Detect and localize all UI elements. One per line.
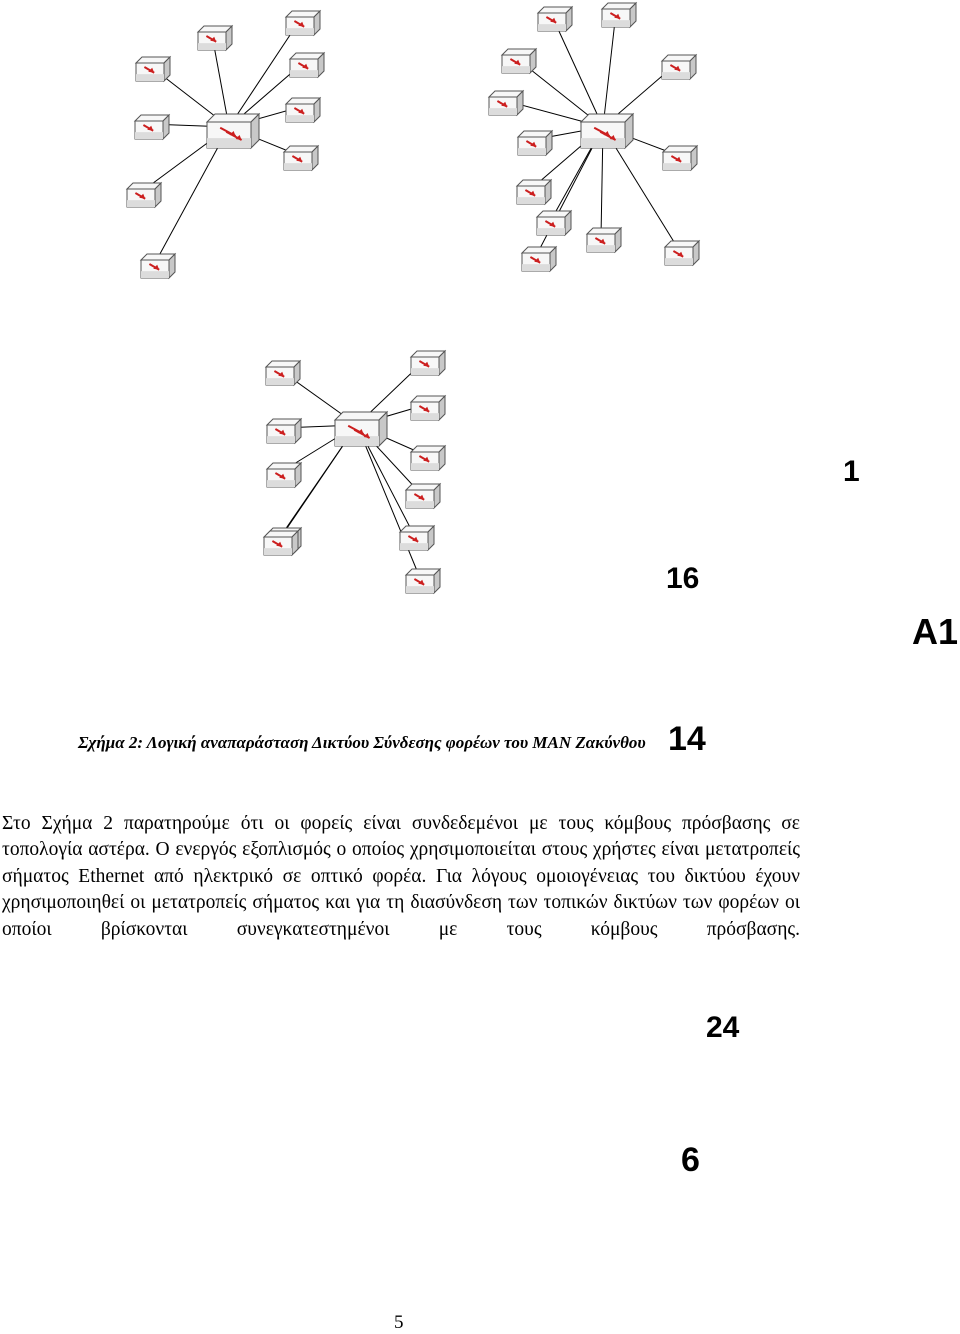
- overlay-label-1: 1: [843, 455, 860, 488]
- switch-icon: [335, 412, 387, 446]
- star-topology-2: [489, 3, 699, 271]
- overlay-label-24: 24: [706, 1011, 740, 1044]
- media-converter-icon: [602, 3, 636, 27]
- media-converter-icon: [489, 91, 523, 115]
- star-topology-1: [127, 11, 324, 278]
- overlay-label-6: 6: [681, 1141, 700, 1179]
- media-converter-icon: [127, 183, 161, 207]
- media-converter-icon: [198, 26, 232, 50]
- media-converter-icon: [266, 361, 300, 385]
- media-converter-icon: [141, 254, 175, 278]
- media-converter-icon: [662, 55, 696, 79]
- media-converter-icon: [400, 526, 434, 550]
- media-converter-icon: [286, 11, 320, 35]
- body-paragraph: Στο Σχήμα 2 παρατηρούμε ότι οι φορείς είναι συνδεδεμένοι με τους κόμβους πρόσβασης σε τοπολογία αστέρα. Ο ενεργός εξοπλισμός ο οποίος χρησιμοποιείται στους χρήστες είναι μετατροπείς σήματος Ethernet από ηλεκτρικό σε οπτικό φορέα. Για λόγους ομοιογένειας του δικτύου έχουν χρησιμοποιηθεί οι μετατροπείς σήματος και για τη διασύνδεση των τοπικών δικτύων των φορέων οι οποίοι βρίσκονται συνεγκατεστημένοι με τους κόμβους πρόσβασης.: [2, 812, 800, 940]
- media-converter-icon: [136, 57, 170, 81]
- media-converter-icon: [286, 98, 320, 122]
- media-converter-icon: [411, 396, 445, 420]
- media-converter-icon: [135, 115, 169, 139]
- media-converter-icon: [267, 419, 301, 443]
- media-converter-icon: [411, 446, 445, 470]
- media-converter-icon: [264, 531, 298, 555]
- switch-icon: [581, 114, 633, 148]
- overlay-label-14: 14: [668, 720, 706, 758]
- media-converter-icon: [665, 241, 699, 265]
- media-converter-icon: [284, 146, 318, 170]
- media-converter-icon: [518, 131, 552, 155]
- media-converter-icon: [587, 228, 621, 252]
- media-converter-icon: [406, 484, 440, 508]
- media-converter-icon: [537, 211, 571, 235]
- media-converter-icon: [290, 53, 324, 77]
- media-converter-icon: [522, 247, 556, 271]
- media-converter-icon: [502, 49, 536, 73]
- page-number: 5: [394, 1312, 404, 1333]
- star-topology-3: [264, 351, 445, 593]
- link-line: [552, 16, 603, 127]
- media-converter-icon: [267, 463, 301, 487]
- overlay-label-16: 16: [666, 562, 700, 595]
- media-converter-icon: [406, 569, 440, 593]
- media-converter-icon: [663, 146, 697, 170]
- media-converter-icon: [517, 180, 551, 204]
- media-converter-icon: [411, 351, 445, 375]
- figure-caption: Σχήμα 2: Λογική αναπαράσταση Δικτύου Σύνδεσης φορέων του MAN Ζακύνθου: [78, 733, 646, 752]
- media-converter-icon: [538, 7, 572, 31]
- overlay-label-a1: A1: [912, 611, 959, 652]
- switch-icon: [207, 114, 259, 148]
- link-line: [603, 12, 616, 127]
